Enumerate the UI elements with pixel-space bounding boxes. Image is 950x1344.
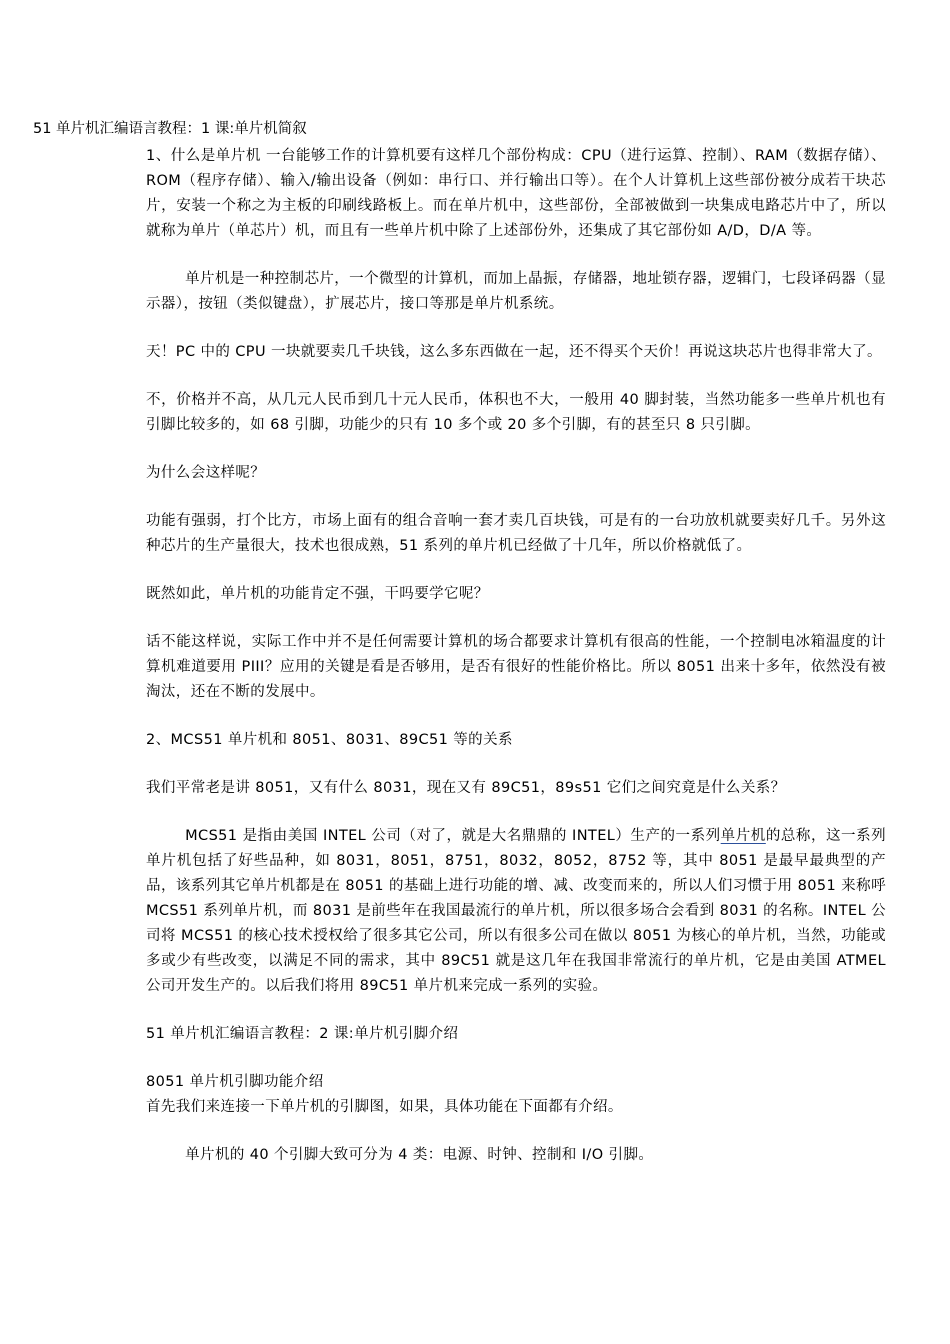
paragraph-why-learn: 既然如此，单片机的功能肯定不强，干吗要学它呢？: [146, 586, 489, 602]
mcs51-text-before: MCS51 是指由美国 INTEL 公司（对了，就是大名鼎鼎的 INTEL）生产的一系列: [185, 828, 721, 844]
paragraph-relation-question: 我们平常老是讲 8051，又有什么 8031，现在又有 89C51，89s51 它们之间究竟是什么关系？: [146, 780, 786, 796]
paragraph-mcs51-description: [146, 824, 886, 999]
mcu-link[interactable]: 单片机: [720, 828, 766, 844]
paragraph-price-answer: 不，价格并不高，从几元人民币到几十元人民币，体积也不大，一般用 40 脚封装，当然功能多一些单片机也有引脚比较多的，如 68 引脚，功能少的只有 10 多个或 20 多个引脚，有的甚至只 8 只引脚。: [146, 392, 886, 433]
paragraph-performance: 话不能这样说，实际工作中并不是任何需要计算机的场合都要求计算机有很高的性能，一个控制电冰箱温度的计算机难道要用 PIII？应用的关键是看是否够用，是否有很好的性能价格比。所以 8051 出来十多年，依然没有被淘汰，还在不断的发展中。: [146, 634, 886, 700]
lesson-2-title: 51 单片机汇编语言教程：2 课:单片机引脚介绍: [146, 1026, 459, 1042]
paragraph-function-strength: 功能有强弱，打个比方，市场上面有的组合音响一套才卖几百块钱，可是有的一台功放机就要卖好几千。另外这种芯片的生产量很大，技术也很成熟，51 系列的单片机已经做了十几年，所以价格就低了。: [146, 513, 886, 554]
paragraph-what-is-mcu: 1、什么是单片机 一台能够工作的计算机要有这样几个部份构成：CPU（进行运算、控制）、RAM（数据存储）、ROM（程序存储）、输入/输出设备（例如：串行口、并行输出口等）。在个人计算机上这些部份被分成若干块芯片，安装一个称之为主板的印刷线路板上。而在单片机中，这些部份，全部被做到一块集成电路芯片中了，所以就称为单片（单芯片）机，而且有一些单片机中除了上述部份外，还集成了其它部份如 A/D，D/A 等。: [146, 148, 886, 239]
section-heading-mcs51: 2、MCS51 单片机和 8051、8031、89C51 等的关系: [146, 732, 513, 748]
mcs51-text-after: 的总称，这一系列单片机包括了好些品种，如 8031，8051，8751，8032，8052，8752 等，其中 8051 是最早最典型的产品，该系列其它单片机都是在 8051 的基础上进行功能的增、减、改变而来的，所以人们习惯于用 8051 来称呼 MCS51 系列单片机，而 8031 是前些年在我国最流行的单片机，所以很多场合会看到 8031 的名称。INTEL 公司将 MCS51 的核心技术授权给了很多其它公司，所以有很多公司在做以 8051 为核心的单片机，当然，功能或多或少有些改变，以满足不同的需求，其中 89C51 就是这几年在我国非常流行的单片机，它是由美国 ATMEL 公司开发生产的。以后我们将用 89C51 单片机来完成一系列的实验。: [146, 828, 887, 994]
pin-categories: 单片机的 40 个引脚大致可分为 4 类：电源、时钟、控制和 I/O 引脚。: [185, 1147, 654, 1163]
pin-intro: 首先我们来连接一下单片机的引脚图，如果，具体功能在下面都有介绍。: [146, 1099, 623, 1115]
paragraph-price-question: 天！PC 中的 CPU 一块就要卖几千块钱，这么多东西做在一起，还不得买个天价！再说这块芯片也得非常大了。: [146, 344, 882, 360]
paragraph-why: 为什么会这样呢？: [146, 465, 266, 481]
paragraph-mcu-system: 单片机是一种控制芯片，一个微型的计算机，而加上晶振，存储器，地址锁存器，逻辑门，七段译码器（显示器），按钮（类似键盘），扩展芯片，接口等那是单片机系统。: [146, 271, 886, 312]
pin-section-heading: 8051 单片机引脚功能介绍: [146, 1074, 324, 1090]
page-title: 51 单片机汇编语言教程：1 课:单片机简叙: [33, 121, 307, 137]
document-body: [146, 144, 886, 1191]
